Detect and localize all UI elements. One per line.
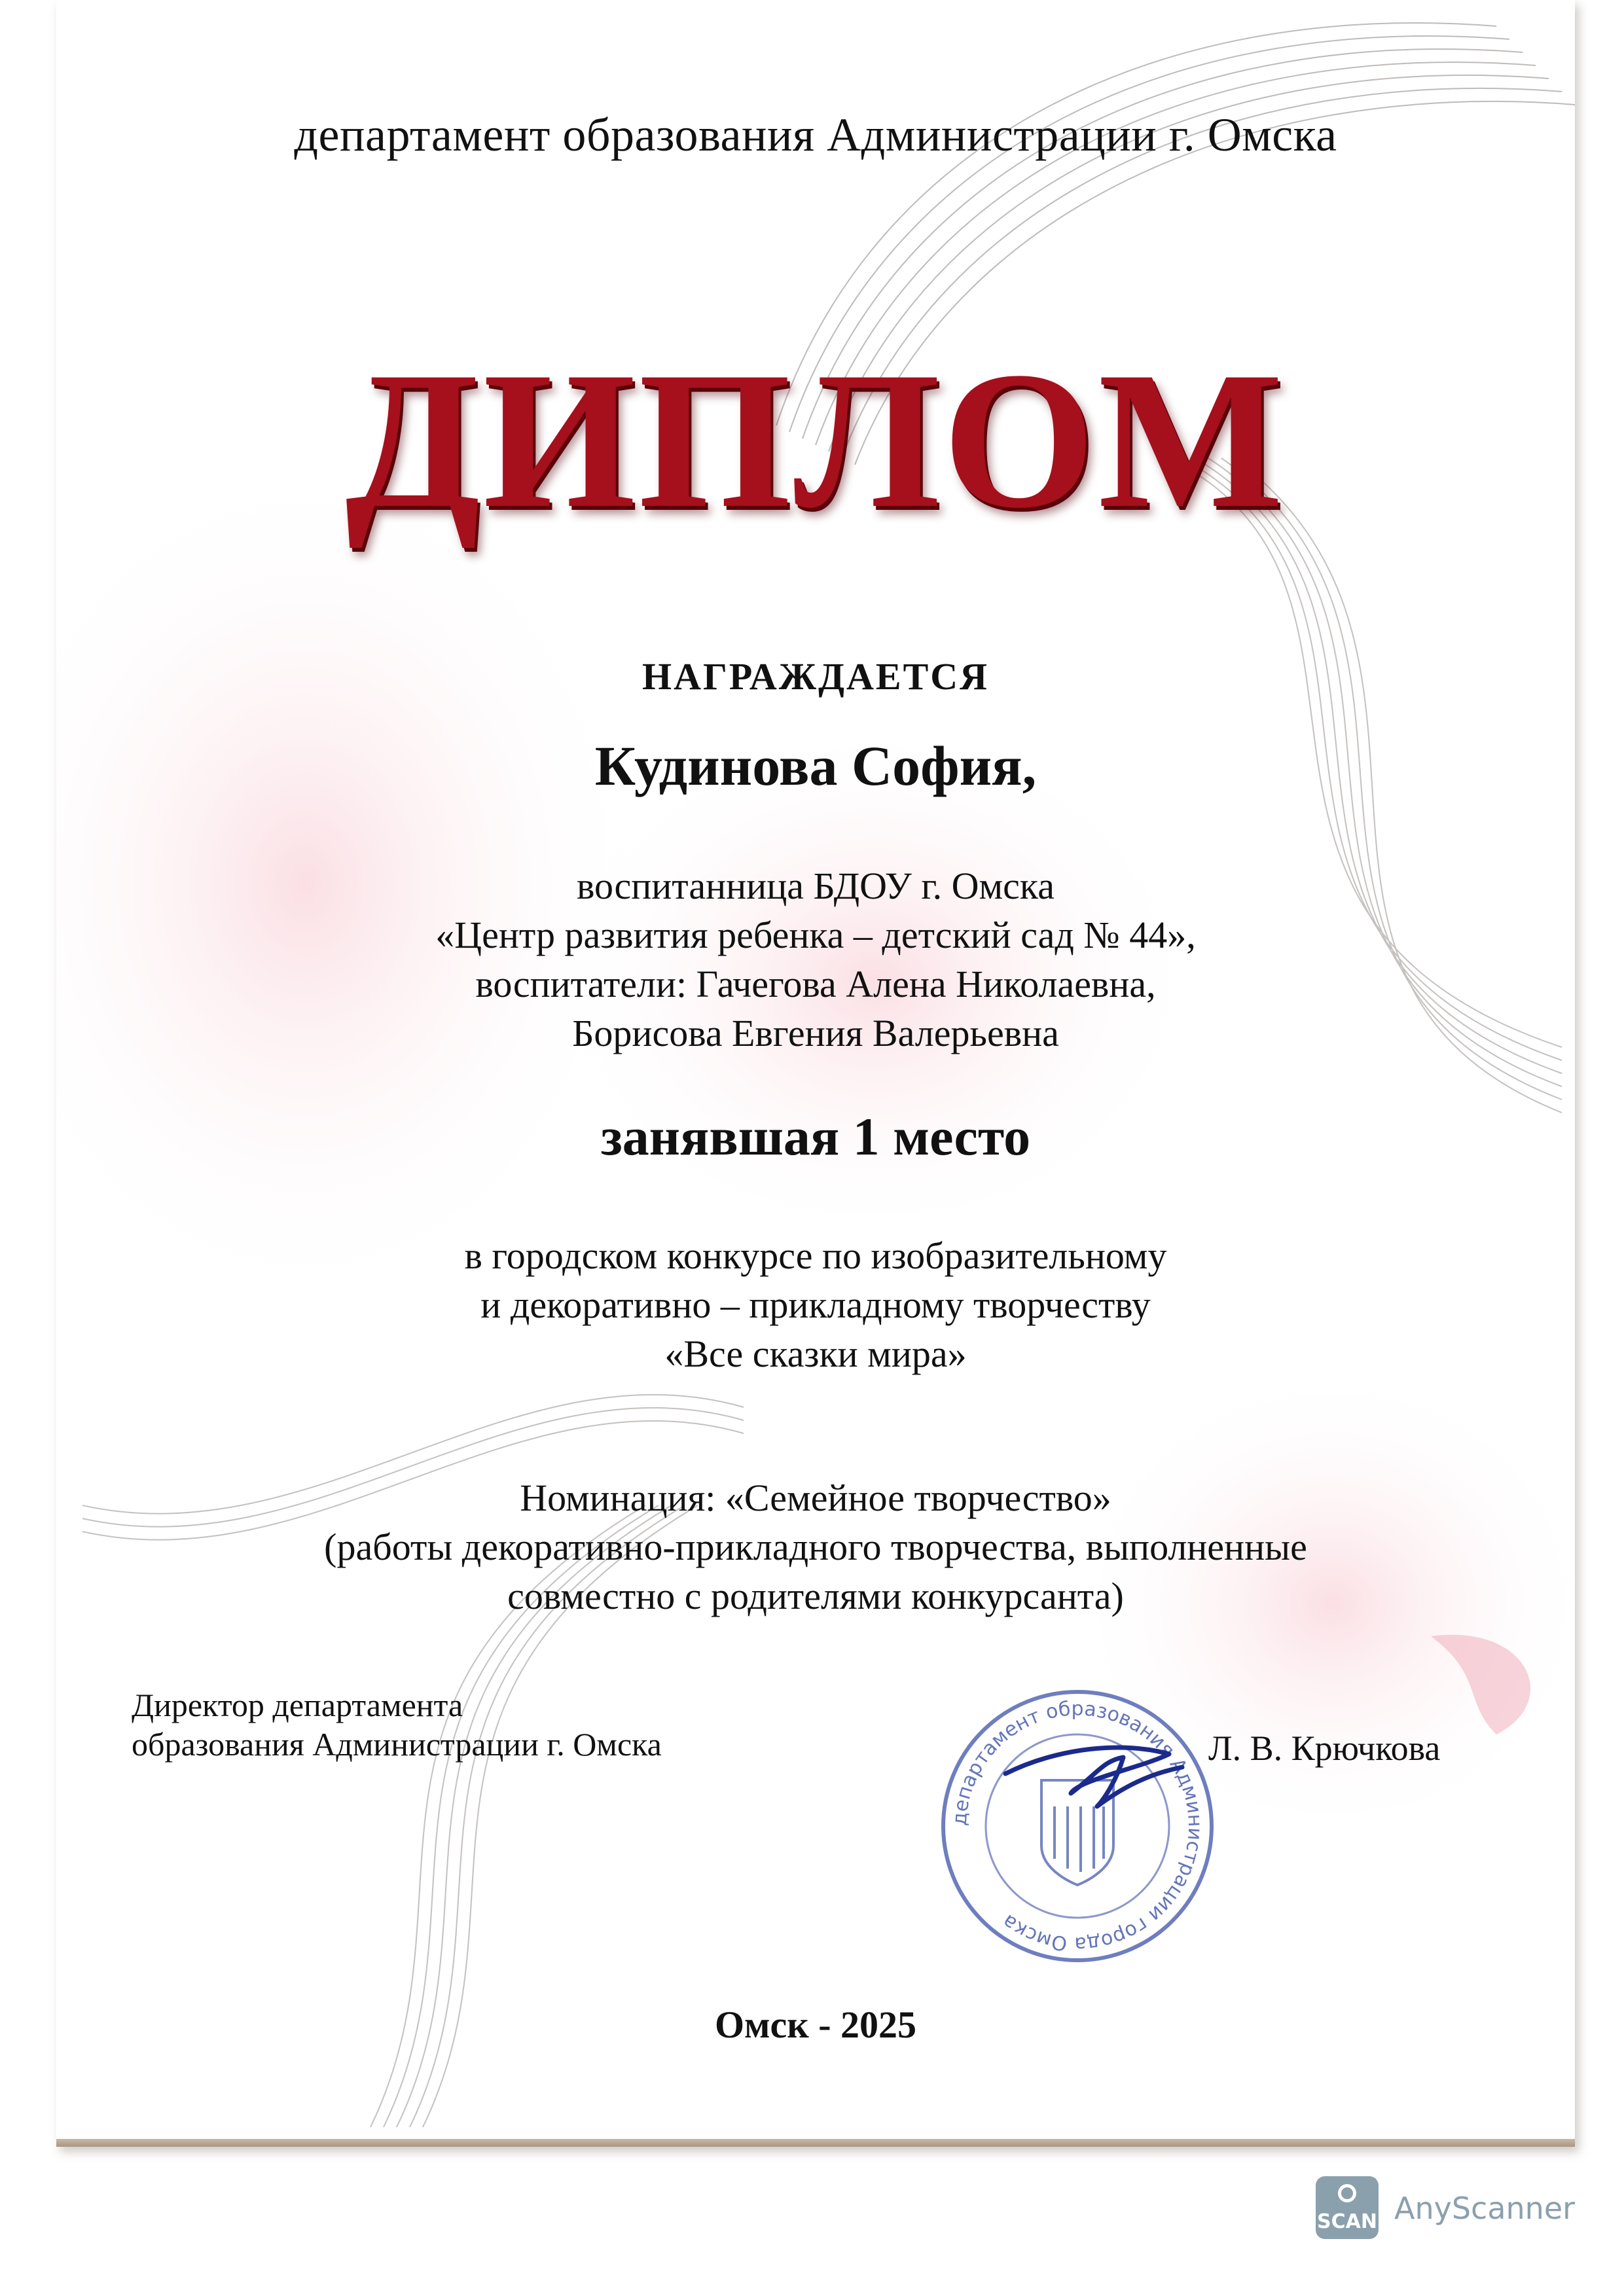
stamp-text-path: департамент образования Администрации города Омска — [948, 1697, 1207, 1956]
details-line-3: воспитатели: Гачегова Алена Николаевна, — [475, 963, 1156, 1005]
department-header: департамент образования Администрации г. Омска — [294, 109, 1337, 161]
signatory-position-line-1: Директор департамента — [132, 1687, 463, 1723]
scanner-watermark — [1316, 2176, 1591, 2242]
nomination-line-2: (работы декоративно-прикладного творчества, выполненные — [324, 1526, 1307, 1568]
contest-line-2: и декоративно – прикладному творчеству — [480, 1283, 1151, 1326]
awarded-label: НАГРАЖДАЕТСЯ — [641, 655, 990, 698]
nomination-line-3: совместно с родителями конкурсанта) — [507, 1575, 1124, 1617]
details-line-2: «Центр развития ребенка – детский сад № 44», — [435, 914, 1196, 956]
nomination-line-1: Номинация: «Семейное творчество» — [520, 1477, 1111, 1519]
decorative-background — [56, 0, 1575, 2147]
paper-edge-shadow — [56, 2139, 1575, 2147]
scan-app-icon — [1316, 2176, 1379, 2239]
diploma-sheet — [56, 0, 1575, 2147]
scan-app-icon-dot — [1338, 2184, 1356, 2202]
details-line-4: Борисова Евгения Валерьевна — [572, 1012, 1059, 1054]
stamp-outer-ring — [943, 1692, 1212, 1960]
details-line-1: воспитанница БДОУ г. Омска — [577, 865, 1055, 907]
scanner-app-name: AnyScanner — [1394, 2191, 1576, 2226]
place-label: занявшая 1 место — [600, 1107, 1031, 1166]
diploma-title: ДИПЛОМ — [345, 331, 1286, 548]
signatory-name: Л. В. Крючкова — [1208, 1729, 1441, 1768]
signatory-position — [132, 1685, 662, 1764]
official-stamp — [907, 1676, 1248, 1977]
scan-app-icon-label: SCAN — [1317, 2210, 1377, 2233]
recipient-name: Кудинова София, — [594, 734, 1037, 797]
city-year: Омск - 2025 — [714, 2003, 917, 2046]
contest-line-1: в городском конкурсе по изобразительному — [464, 1234, 1167, 1277]
signatory-position-line-2: образования Администрации г. Омска — [132, 1726, 662, 1763]
contest-line-3: «Все сказки мира» — [664, 1333, 967, 1375]
stamp-inner-ring — [986, 1734, 1169, 1918]
